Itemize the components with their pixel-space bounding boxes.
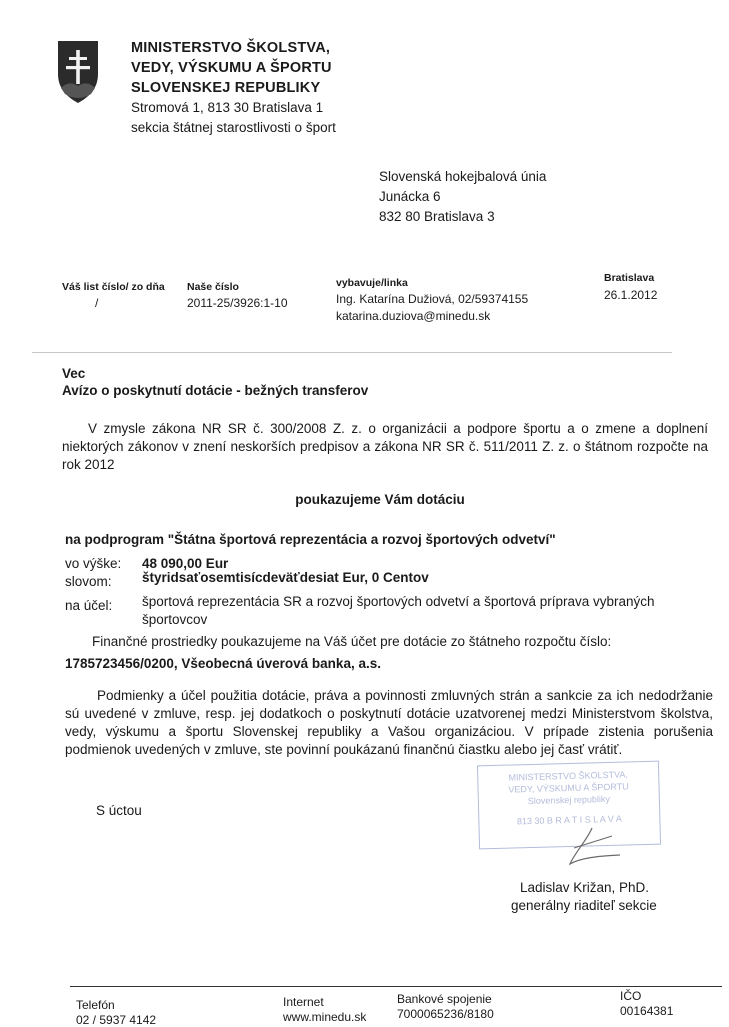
amount-value: 48 090,00 Eur — [142, 556, 229, 571]
signatory-name: Ladislav Križan, PhD. — [520, 880, 650, 895]
coat-of-arms-icon — [57, 40, 99, 104]
our-number-label: Naše číslo — [187, 281, 239, 293]
stamp-line-3: Slovenskej republiky — [527, 793, 611, 807]
footer-internet-value: www.minedu.sk — [283, 1010, 367, 1024]
center-heading: poukazujeme Vám dotáciu — [295, 492, 465, 507]
purpose-value: športová reprezentácia SR a rozvoj športových odvetví a športová príprava vybraných športovcov — [142, 594, 655, 627]
letter-date: 26.1.2012 — [604, 288, 658, 302]
handled-by-value: Ing. Katarína Dužiová, 02/59374155 — [336, 292, 529, 306]
handled-by-label: vybavuje/linka — [336, 277, 408, 289]
subject-title: Avízo o poskytnutí dotácie - bežných transferov — [62, 383, 369, 398]
handwritten-signature — [562, 822, 632, 872]
closing-salutation: S úctou — [96, 803, 142, 818]
footer-phone-label: Telefón — [76, 998, 115, 1012]
footer-bank-label: Bankové spojenie — [397, 992, 492, 1006]
funds-text: Finančné prostriedky poukazujeme na Váš účet pre dotácie zo štátneho rozpočtu číslo: — [92, 634, 612, 649]
account-number: 1785723456/0200, Všeobecná úverová banka, a.s. — [65, 656, 381, 671]
recipient-street: Junácka 6 — [379, 189, 441, 204]
recipient-name: Slovenská hokejbalová únia — [379, 169, 547, 184]
your-letter-value: / — [95, 296, 99, 310]
separator-rule — [32, 352, 672, 353]
amount-label: vo výške: — [65, 556, 122, 571]
stamp-line-2: VEDY, VÝSKUMU A ŠPORTU — [508, 781, 629, 795]
footer-ico-label: IČO — [620, 989, 642, 1003]
org-section: sekcia štátnej starostlivosti o šport — [131, 120, 336, 135]
recipient-city: 832 80 Bratislava 3 — [379, 209, 495, 224]
handled-by-email: katarina.duziova@minedu.sk — [336, 309, 491, 323]
intro-paragraph: V zmysle zákona NR SR č. 300/2008 Z. z. o organizácii a podpore športu a o zmene a doplnení niektorých zákonov v znení neskorších predpisov a zákona NR SR č. 511/2011 Z. z. o štátnom rozpočte na rok 2012 — [62, 421, 708, 472]
footer-bank-value: 7000065236/8180 — [397, 1007, 494, 1021]
org-address: Stromová 1, 813 30 Bratislava 1 — [131, 100, 324, 115]
org-name-line-3: SLOVENSKEJ REPUBLIKY — [131, 80, 321, 96]
letterhead-organization — [131, 38, 336, 138]
conditions-paragraph: Podmienky a účel použitia dotácie, práva a povinnosti zmluvných strán a sankcie za ich nedodržanie sú uvedené v zmluve, resp. jej dodatkoch o poskytnutí dotácie uzatvorenej medzi Ministerstvom školstva, vedy, výskumu a športu Slovenskej republiky a Vašou organizáciou. V prípade zistenia porušenia podmienok uvedených v zmluve, ste povinní poukázanú finančnú čiastku alebo jej časť vrátiť. — [65, 688, 713, 757]
purpose-label: na účel: — [65, 598, 113, 613]
subject-label: Vec — [62, 366, 86, 381]
footer-phone-value: 02 / 5937 4142 — [76, 1013, 157, 1027]
stamp-line-1: MINISTERSTVO ŠKOLSTVA, — [508, 769, 629, 783]
signatory-title: generálny riaditeľ sekcie — [511, 898, 657, 913]
your-letter-label: Váš list číslo/ zo dňa — [62, 281, 165, 293]
org-name-line-1: MINISTERSTVO ŠKOLSTVA, — [131, 40, 331, 56]
footer-ico-value: 00164381 — [620, 1004, 674, 1018]
footer-rule — [70, 986, 722, 987]
words-label: slovom: — [65, 574, 112, 589]
recipient-address — [379, 167, 546, 227]
footer-internet-label: Internet — [283, 995, 324, 1009]
org-name-line-2: VEDY, VÝSKUMU A ŠPORTU — [131, 60, 332, 76]
stamp-line-4: 813 30 B R A T I S L A V A — [516, 813, 622, 827]
our-number-value: 2011-25/3926:1-10 — [187, 296, 288, 310]
place-label: Bratislava — [604, 272, 655, 284]
words-value: štyridsaťosemtisícdeväťdesiat Eur, 0 Centov — [142, 570, 429, 585]
subprogram-title: na podprogram "Štátna športová reprezentácia a rozvoj športových odvetví" — [65, 532, 556, 547]
